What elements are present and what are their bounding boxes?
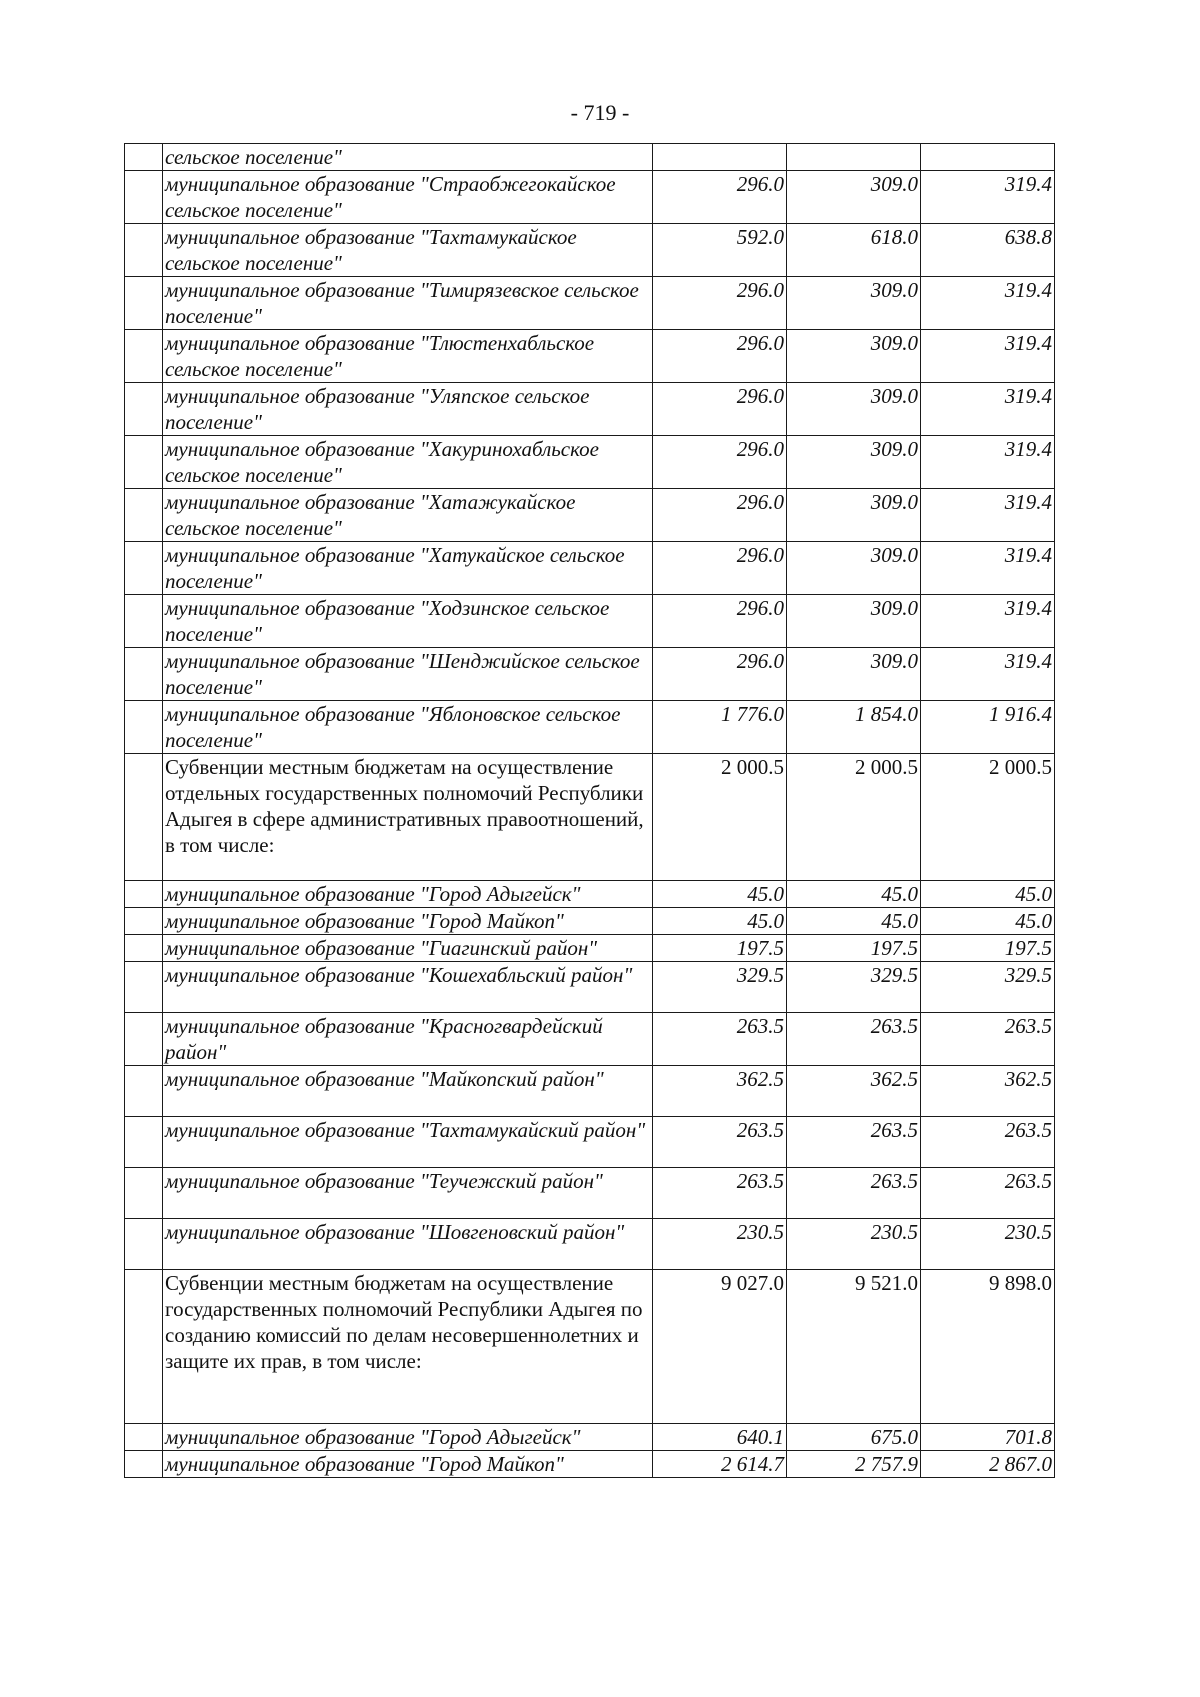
row-value-1-cell: 362.5: [653, 1066, 787, 1117]
row-value-1-cell: 263.5: [653, 1168, 787, 1219]
row-value-2-cell: 362.5: [787, 1066, 921, 1117]
row-index-cell: [125, 277, 163, 330]
row-name-cell: муниципальное образование "Красногвардейский район": [163, 1013, 653, 1066]
row-value-2-cell: 2 757.9: [787, 1451, 921, 1478]
row-index-cell: [125, 1117, 163, 1168]
row-name-cell: муниципальное образование "Кошехабльский район": [163, 962, 653, 1013]
row-value-1-cell: 45.0: [653, 881, 787, 908]
row-name-cell: муниципальное образование "Уляпское сельское поселение": [163, 383, 653, 436]
row-value-2-cell: 263.5: [787, 1117, 921, 1168]
row-value-2-cell: 1 854.0: [787, 701, 921, 754]
row-value-2-cell: 309.0: [787, 595, 921, 648]
row-value-3-cell: 45.0: [921, 908, 1055, 935]
row-name-cell: муниципальное образование "Шенджийское сельское поселение": [163, 648, 653, 701]
row-value-1-cell: 296.0: [653, 489, 787, 542]
row-index-cell: [125, 436, 163, 489]
row-name-cell: муниципальное образование "Тахтамукайское сельское поселение": [163, 224, 653, 277]
row-value-3-cell: 319.4: [921, 330, 1055, 383]
table-row: [125, 962, 1055, 1013]
row-value-1-cell: 296.0: [653, 648, 787, 701]
row-value-1-cell: [653, 144, 787, 171]
row-name-cell: муниципальное образование "Гиагинский район": [163, 935, 653, 962]
row-value-3-cell: 263.5: [921, 1013, 1055, 1066]
row-value-3-cell: 230.5: [921, 1219, 1055, 1270]
row-value-1-cell: 296.0: [653, 383, 787, 436]
row-value-2-cell: 309.0: [787, 648, 921, 701]
table-row: [125, 595, 1055, 648]
row-value-1-cell: 263.5: [653, 1117, 787, 1168]
row-index-cell: [125, 1013, 163, 1066]
row-value-1-cell: 296.0: [653, 436, 787, 489]
row-value-2-cell: 45.0: [787, 908, 921, 935]
table-row: [125, 935, 1055, 962]
row-name-cell: муниципальное образование "Город Майкоп": [163, 1451, 653, 1478]
page-number: - 719 -: [570, 100, 630, 125]
row-value-2-cell: 309.0: [787, 330, 921, 383]
row-index-cell: [125, 542, 163, 595]
row-value-3-cell: 319.4: [921, 171, 1055, 224]
row-value-1-cell: 1 776.0: [653, 701, 787, 754]
table-row: [125, 1219, 1055, 1270]
row-index-cell: [125, 1066, 163, 1117]
row-value-3-cell: 2 867.0: [921, 1451, 1055, 1478]
row-index-cell: [125, 1168, 163, 1219]
table-row: [125, 1451, 1055, 1478]
table-row: [125, 754, 1055, 881]
row-value-3-cell: [921, 144, 1055, 171]
row-value-2-cell: 675.0: [787, 1424, 921, 1451]
row-value-2-cell: 9 521.0: [787, 1270, 921, 1424]
row-index-cell: [125, 383, 163, 436]
row-value-1-cell: 263.5: [653, 1013, 787, 1066]
row-name-cell: муниципальное образование "Тахтамукайский район": [163, 1117, 653, 1168]
row-value-3-cell: 9 898.0: [921, 1270, 1055, 1424]
row-value-3-cell: 1 916.4: [921, 701, 1055, 754]
row-value-3-cell: 263.5: [921, 1168, 1055, 1219]
table-row: [125, 1424, 1055, 1451]
row-value-3-cell: 319.4: [921, 277, 1055, 330]
row-value-3-cell: 319.4: [921, 542, 1055, 595]
row-value-1-cell: 45.0: [653, 908, 787, 935]
row-value-3-cell: 45.0: [921, 881, 1055, 908]
row-name-cell: муниципальное образование "Хакуринохабльское сельское поселение": [163, 436, 653, 489]
row-value-2-cell: 2 000.5: [787, 754, 921, 881]
row-value-2-cell: 309.0: [787, 171, 921, 224]
row-name-cell: муниципальное образование "Город Адыгейск": [163, 1424, 653, 1451]
row-name-cell: муниципальное образование "Хатукайское сельское поселение": [163, 542, 653, 595]
row-value-3-cell: 362.5: [921, 1066, 1055, 1117]
row-value-3-cell: 263.5: [921, 1117, 1055, 1168]
row-value-3-cell: 701.8: [921, 1424, 1055, 1451]
row-value-2-cell: 230.5: [787, 1219, 921, 1270]
row-value-3-cell: 319.4: [921, 436, 1055, 489]
row-name-cell: муниципальное образование "Яблоновское сельское поселение": [163, 701, 653, 754]
row-name-cell: Субвенции местным бюджетам на осуществление государственных полномочий Республики Адыгея по созданию комиссий по делам несовершеннолетних и защите их прав, в том числе:: [163, 1270, 653, 1424]
row-value-2-cell: 309.0: [787, 489, 921, 542]
table-row: [125, 1013, 1055, 1066]
row-value-2-cell: 45.0: [787, 881, 921, 908]
table-row: [125, 171, 1055, 224]
row-index-cell: [125, 908, 163, 935]
budget-table-body: [125, 144, 1055, 1478]
row-index-cell: [125, 701, 163, 754]
row-name-cell: муниципальное образование "Хатажукайское сельское поселение": [163, 489, 653, 542]
row-index-cell: [125, 1451, 163, 1478]
row-name-cell: муниципальное образование "Город Адыгейск": [163, 881, 653, 908]
row-index-cell: [125, 171, 163, 224]
row-value-1-cell: 640.1: [653, 1424, 787, 1451]
table-row: [125, 1066, 1055, 1117]
row-index-cell: [125, 1424, 163, 1451]
table-row: [125, 224, 1055, 277]
row-name-cell: муниципальное образование "Теучежский район": [163, 1168, 653, 1219]
row-index-cell: [125, 144, 163, 171]
row-name-cell: муниципальное образование "Ходзинское сельское поселение": [163, 595, 653, 648]
table-row: [125, 330, 1055, 383]
table-row: [125, 1168, 1055, 1219]
row-value-1-cell: 9 027.0: [653, 1270, 787, 1424]
row-value-1-cell: 329.5: [653, 962, 787, 1013]
table-row: [125, 144, 1055, 171]
row-index-cell: [125, 962, 163, 1013]
row-value-2-cell: 309.0: [787, 383, 921, 436]
row-value-2-cell: 618.0: [787, 224, 921, 277]
table-row: [125, 1117, 1055, 1168]
table-row: [125, 489, 1055, 542]
table-row: [125, 648, 1055, 701]
row-value-1-cell: 2 614.7: [653, 1451, 787, 1478]
row-index-cell: [125, 330, 163, 383]
row-index-cell: [125, 935, 163, 962]
row-name-cell: муниципальное образование "Шовгеновский район": [163, 1219, 653, 1270]
table-row: [125, 383, 1055, 436]
row-value-2-cell: 309.0: [787, 436, 921, 489]
row-value-1-cell: 2 000.5: [653, 754, 787, 881]
row-value-1-cell: 296.0: [653, 542, 787, 595]
row-name-cell: муниципальное образование "Тлюстенхабльское сельское поселение": [163, 330, 653, 383]
table-row: [125, 881, 1055, 908]
table-row: [125, 436, 1055, 489]
row-value-2-cell: 263.5: [787, 1168, 921, 1219]
row-name-cell: муниципальное образование "Город Майкоп": [163, 908, 653, 935]
row-value-2-cell: 263.5: [787, 1013, 921, 1066]
row-index-cell: [125, 489, 163, 542]
row-index-cell: [125, 595, 163, 648]
budget-table: [124, 143, 1055, 1478]
row-value-2-cell: 329.5: [787, 962, 921, 1013]
row-value-3-cell: 319.4: [921, 383, 1055, 436]
table-row: [125, 701, 1055, 754]
row-name-cell: муниципальное образование "Тимирязевское сельское поселение": [163, 277, 653, 330]
row-value-1-cell: 296.0: [653, 277, 787, 330]
row-value-2-cell: 309.0: [787, 542, 921, 595]
row-value-1-cell: 296.0: [653, 595, 787, 648]
row-value-2-cell: [787, 144, 921, 171]
row-value-1-cell: 230.5: [653, 1219, 787, 1270]
row-value-3-cell: 638.8: [921, 224, 1055, 277]
row-value-3-cell: 319.4: [921, 648, 1055, 701]
row-value-1-cell: 592.0: [653, 224, 787, 277]
table-row: [125, 1270, 1055, 1424]
row-value-3-cell: 197.5: [921, 935, 1055, 962]
row-name-cell: Субвенции местным бюджетам на осуществление отдельных государственных полномочий Республики Адыгея в сфере административных правоотношений, в том числе:: [163, 754, 653, 881]
row-value-3-cell: 319.4: [921, 595, 1055, 648]
row-value-2-cell: 197.5: [787, 935, 921, 962]
row-index-cell: [125, 1270, 163, 1424]
row-value-1-cell: 296.0: [653, 171, 787, 224]
table-row: [125, 277, 1055, 330]
row-index-cell: [125, 1219, 163, 1270]
table-row: [125, 908, 1055, 935]
row-name-cell: сельское поселение": [163, 144, 653, 171]
table-row: [125, 542, 1055, 595]
row-value-3-cell: 329.5: [921, 962, 1055, 1013]
row-index-cell: [125, 224, 163, 277]
row-name-cell: муниципальное образование "Майкопский район": [163, 1066, 653, 1117]
row-name-cell: муниципальное образование "Страобжегокайское сельское поселение": [163, 171, 653, 224]
row-index-cell: [125, 648, 163, 701]
row-value-1-cell: 197.5: [653, 935, 787, 962]
row-index-cell: [125, 754, 163, 881]
row-value-3-cell: 2 000.5: [921, 754, 1055, 881]
row-value-3-cell: 319.4: [921, 489, 1055, 542]
row-index-cell: [125, 881, 163, 908]
row-value-1-cell: 296.0: [653, 330, 787, 383]
row-value-2-cell: 309.0: [787, 277, 921, 330]
